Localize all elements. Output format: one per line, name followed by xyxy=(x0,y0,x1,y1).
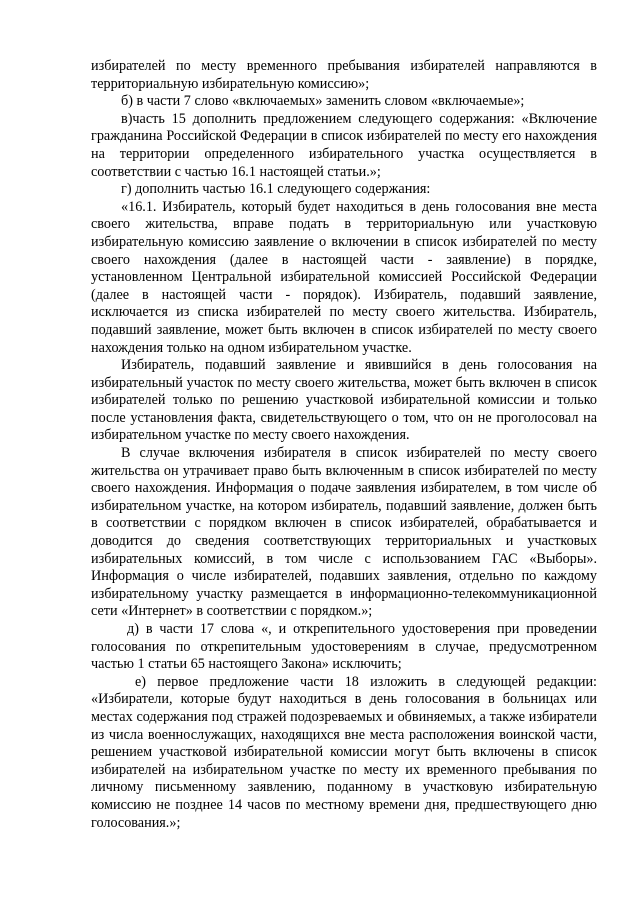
paragraph-item-e: е) первое предложение части 18 изложить в следующей редакции: «Избиратели, которые будут находиться в день голосования в больницах или местах содержания под стражей подозреваемых и обвиняемых, а также избиратели из числа военнослужащих, находящихся вне места расположения воинской части, решением участковой избирательной комиссии могут быть включены в список избирателей на избирательном участке по месту их временного пребывания по личному письменному заявлению, поданному в участковую избирательную комиссию не позднее 14 часов по местному времени дня, предшествующего дню голосования.»; xyxy=(91,673,597,831)
paragraph-part-16-1: «16.1. Избиратель, который будет находиться в день голосования вне места своего жительства, вправе подать в территориальную или участковую избирательную комиссию заявление о включении в список избирателей по месту своего нахождения (далее в настоящей части - заявление) в порядке, установленном Центральной избирательной комиссией Российской Федерации (далее в настоящей части - порядок). Избиратель, подавший заявление, исключается из списка избирателей по месту своего жительства. Избиратель, подавший заявление, может быть включен в список избирателей по месту своего нахождения только на одном избирательном участке. xyxy=(91,198,597,356)
paragraph-voter-appeared: Избиратель, подавший заявление и явившийся в день голосования на избирательный участок по месту своего жительства, может быть включен в список избирателей только по решению участковой избирательной комиссии и только после установления факта, свидетельствующего о том, что он не проголосовал на избирательном участке по месту своего нахождения. xyxy=(91,357,597,444)
paragraph-continuation: избирателей по месту временного пребывания избирателей направляются в территориальную избирательную комиссию»; xyxy=(91,58,597,92)
paragraph-item-b: б) в части 7 слово «включаемых» заменить словом «включаемые»; xyxy=(121,93,525,110)
paragraph-inclusion-case: В случае включения избирателя в список избирателей по месту своего жительства он утрачивает право быть включенным в список избирателей по месту своего нахождения. Информация о подаче заявления избирателем, в том числе об избирательном участке, на котором избиратель, подавший заявление, должен быть в соответствии с порядком включен в список избирателей, обрабатывается и доводится до сведения соответствующих территориальных и участковых избирательных комиссий, в том числе с использованием ГАС «Выборы». Информация о числе избирателей, подавших заявления, отдельно по каждому избирательному участку размещается в информационно-телекоммуникационной сети «Интернет» в соответствии с порядком.»; xyxy=(91,445,597,620)
paragraph-item-d: д) в части 17 слова «, и открепительного удостоверения при проведении голосования по открепительным удостоверениям в случае, предусмотренном частью 1 статьи 65 настоящего Закона» исключить; xyxy=(91,621,597,673)
paragraph-item-v: в)часть 15 дополнить предложением следующего содержания: «Включение гражданина Российской Федерации в список избирателей по месту его нахождения на территории определенного избирательного участка осуществляется в соответствии с частью 16.1 настоящей статьи.»; xyxy=(91,110,597,180)
document-page xyxy=(91,58,597,832)
paragraph-item-g: г) дополнить частью 16.1 следующего содержания: xyxy=(121,181,431,198)
